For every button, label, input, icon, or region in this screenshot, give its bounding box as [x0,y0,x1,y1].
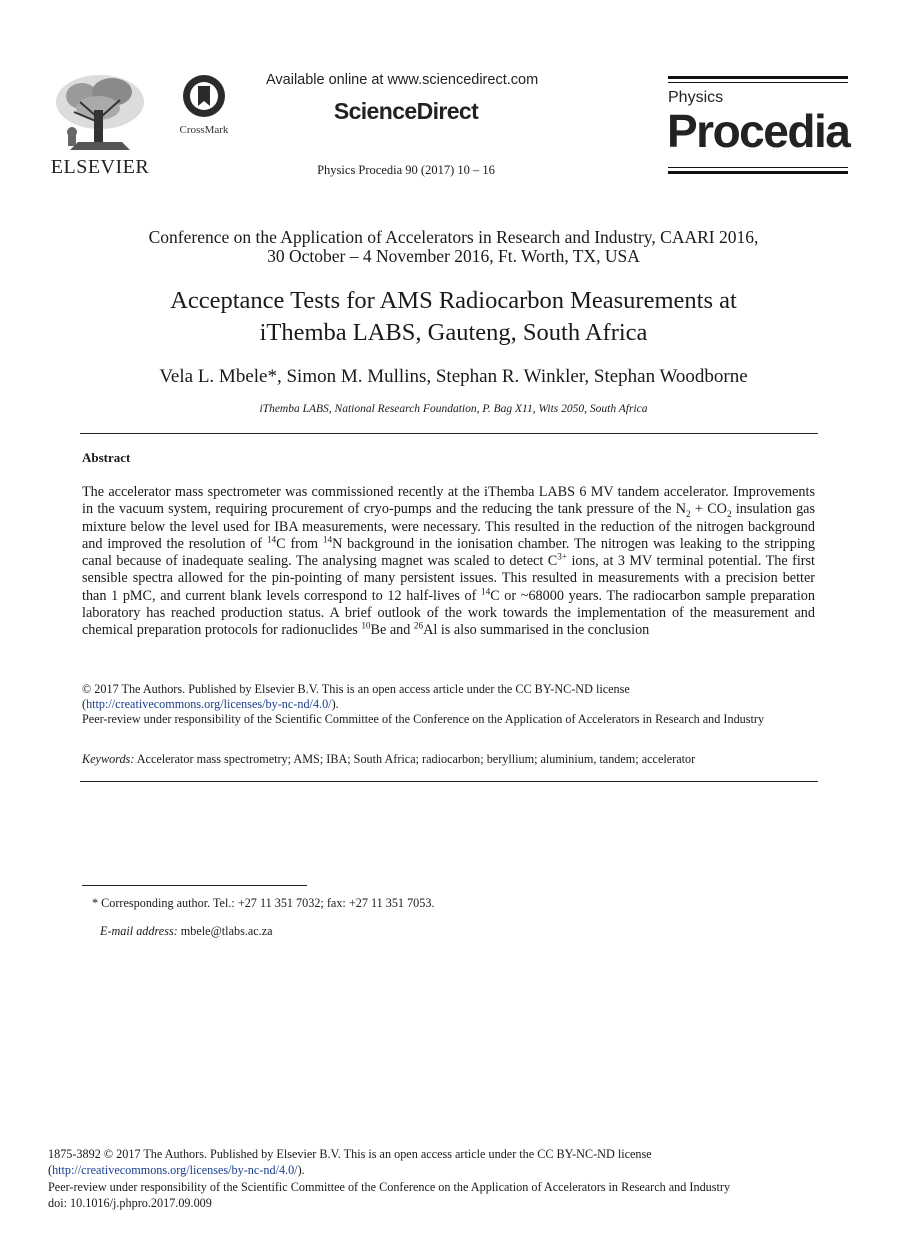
abstract-co: + CO [690,501,727,518]
abstract-co2-sub: 2 [726,509,732,520]
license-line-2 [82,697,815,712]
conference-info [80,228,827,266]
title-line-2: iThemba LABS, Gauteng, South Africa [259,319,648,346]
keywords-label: Keywords: [82,752,135,766]
abstract-seg-2: insulation gas mixture below the level used for IBA measurements, were necessary. This resulted in the reduction of the nitrogen background and improved the resolution of [82,501,815,552]
abstract-c14-sup: 14 [266,534,277,545]
footer-doi[interactable]: doi: 10.1016/j.phpro.2017.09.009 [48,1195,212,1210]
abstract-text [82,484,815,640]
email-address[interactable]: mbele@tlabs.ac.za [177,924,273,938]
logo-rule-bottom-thin [668,167,848,168]
keywords [82,752,815,767]
authors: Vela L. Mbele*, Simon M. Mullins, Stephan R. Winkler, Stephan Woodborne [159,366,748,387]
title-line-1: Acceptance Tests for AMS Radiocarbon Measurements at [170,287,737,314]
physics-procedia-logo [668,76,848,176]
abstract-seg-1: The accelerator mass spectrometer was commissioned recently at the iThemba LABS 6 MV tandem accelerator. Improvements in the vacuum system, requiring procurement of cryo-pumps and the reducing the tank pressure of the [82,484,815,518]
abstract-seg-3: N background in the ionisation chamber. The nitrogen was leaking to the stripping canal because of inadequate sealing. The analysing magnet was scaled to detect C [82,535,815,570]
abstract-al-sup: 26 [413,620,424,631]
crossmark-label: CrossMark [179,124,229,136]
logo-rule-top-thin [668,82,848,83]
journal-big-word: Procedia [667,105,850,157]
license-paren-close: ). [331,697,339,711]
license-link[interactable]: http://creativecommons.org/licenses/by-nc-nd/4.0/ [86,697,332,711]
conference-line-1: Conference on the Application of Accelerators in Research and Industry, CAARI 2016, [148,227,759,247]
page-footer [48,1146,868,1211]
abstract-c-from: C from [276,535,323,552]
sciencedirect-wordmark: ScienceDirect [333,98,479,124]
divider-top [80,433,818,434]
email-label: E-mail address: [100,924,178,938]
corresponding-author-note: * Corresponding author. Tel.: +27 11 351 7032; fax: +27 11 351 7053. [92,896,435,910]
abstract-heading: Abstract [82,450,131,465]
abstract-seg-6: Al is also summarised in the conclusion [423,622,650,639]
affiliation: iThemba LABS, National Research Foundation, P. Bag X11, Wits 2050, South Africa [259,403,648,415]
available-online-text: Available online at www.sciencedirect.com [266,72,539,88]
abstract-be-sup: 10 [361,620,371,631]
abstract-seg-5: C or ~68000 years. The radiocarbon sample preparation laboratory has reached production status. A brief outlook of the work towards the implementation of the measurement and chemical preparation protocols for radionuclides [82,587,815,639]
abstract-n2-sub: 2 [686,509,691,520]
conference-line-2: 30 October – 4 November 2016, Ft. Worth, TX, USA [267,246,640,266]
abstract-c14b-sup: 14 [480,586,491,597]
abstract-c3-sup: 3+ [557,551,568,562]
footnote-rule [82,885,307,886]
footer-line-3: Peer-review under responsibility of the Scientific Committee of the Conference on the Application of Accelerators in Research and Industry [48,1179,731,1194]
logo-rule-top [668,76,848,79]
email-note [100,924,273,939]
crossmark-badge[interactable] [174,74,234,136]
license-line-1: © 2017 The Authors. Published by Elsevier B.V. This is an open access article under the CC BY-NC-ND license [82,682,630,696]
footer-paren-close: ). [297,1163,305,1178]
license-line-3: Peer-review under responsibility of the Scientific Committee of the Conference on the Application of Accelerators in Research and Industry [82,712,765,726]
footer-line-2 [48,1162,868,1178]
license-block [82,682,815,727]
footer-line-1: 1875-3892 © 2017 The Authors. Published by Elsevier B.V. This is an open access article under the CC BY-NC-ND license [48,1147,652,1161]
crossmark-icon [174,74,234,118]
paper-title [80,285,827,349]
elsevier-wordmark: ELSEVIER [50,156,150,178]
keywords-text: Accelerator mass spectrometry; AMS; IBA; South Africa; radiocarbon; beryllium; aluminium, tandem; accelerator [134,752,696,766]
abstract-n14-sup: 14 [322,534,333,545]
logo-rule-bottom [668,171,848,174]
license-paren-open: ( [82,697,87,711]
abstract-n2: N [675,501,687,518]
journal-reference: Physics Procedia 90 (2017) 10 – 16 [317,163,495,177]
abstract-seg-4: ions, at 3 MV terminal potential. The first sensible spectra allowed for the pin-pointing of many persistent issues. This resulted in measurements with a precision better than 1 pMC, and current blank levels correspond to 12 half-lives of [82,553,815,604]
footer-paren-open: ( [48,1163,53,1178]
footer-license-link[interactable]: http://creativecommons.org/licenses/by-nc-nd/4.0/ [52,1163,298,1178]
abstract-be-and: Be and [370,622,414,639]
divider-bottom [80,781,818,782]
journal-small-word: Physics [668,89,724,106]
